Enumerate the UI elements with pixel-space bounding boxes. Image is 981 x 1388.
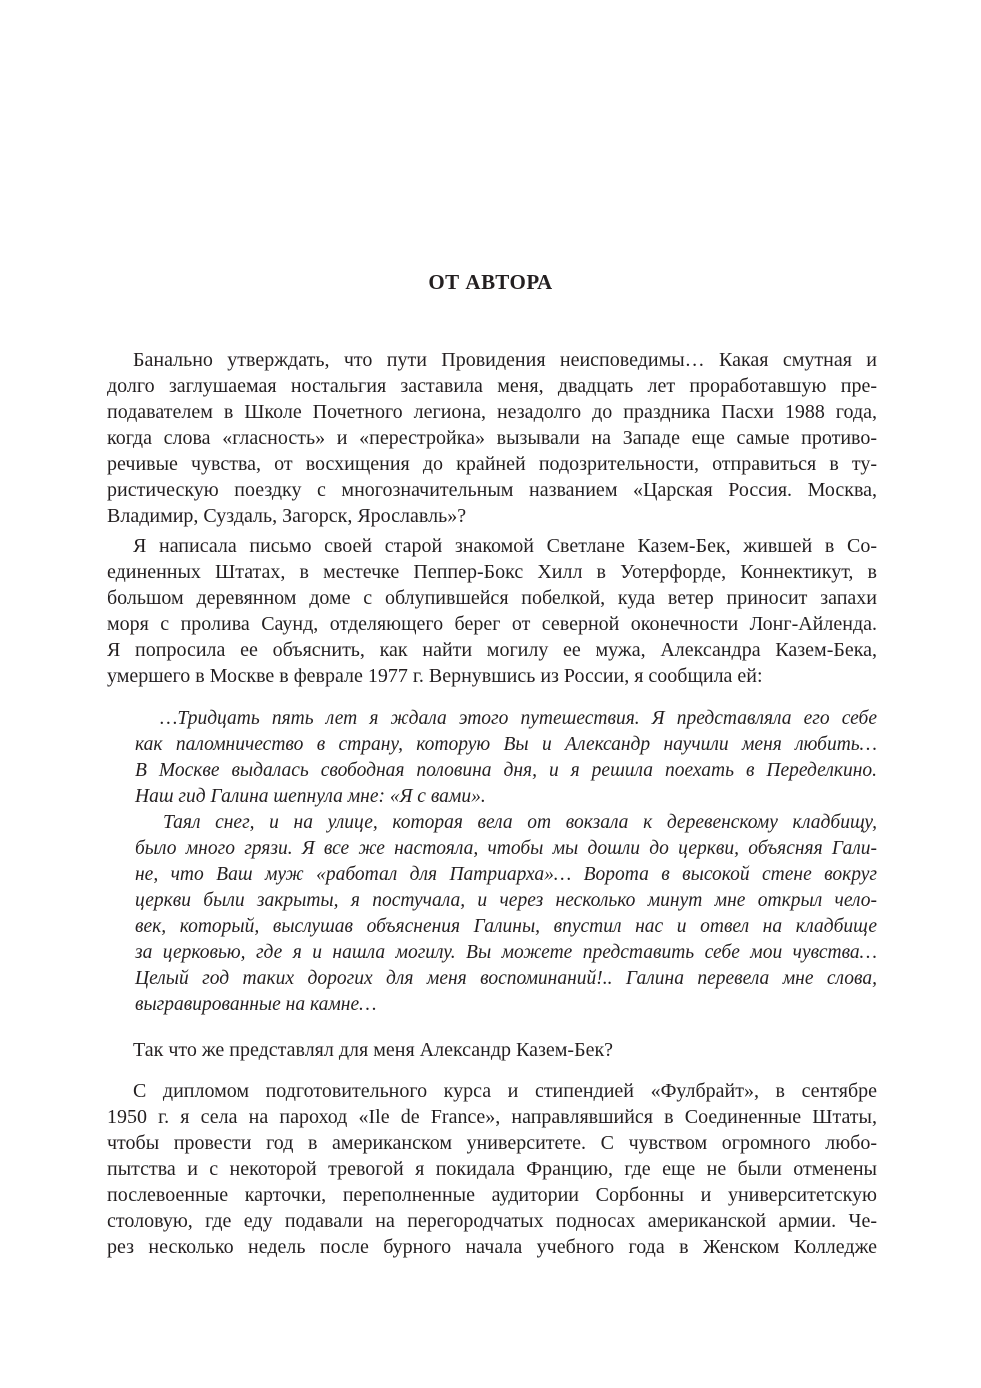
- paragraph-fulbright: [107, 1078, 877, 1260]
- text-line: Банально утверждать, что пути Провидения неисповедимы… Какая смутная и: [133, 349, 877, 371]
- text-line: Я попросила ее объяснить, как найти могилу ее мужа, Александра Казем-Бека,: [107, 639, 877, 661]
- text-line: чтобы провести год в американском университете. С чувством огромного любо-: [107, 1132, 877, 1154]
- text-line: 1950 г. я села на пароход «Ile de France», направлявшийся в Соединенные Штаты,: [107, 1106, 877, 1128]
- paragraph-intro: [107, 347, 877, 529]
- text-line: долго заглушаемая ностальгия заставила меня, двадцать лет проработавшую пре-: [107, 375, 877, 397]
- quote-line: как паломничество в страну, которую Вы и Александр научили меня любить…: [135, 734, 877, 755]
- text-line: С дипломом подготовительного курса и стипендией «Фулбрайт», в сентябре: [133, 1080, 877, 1102]
- paragraph-question: [107, 1037, 877, 1063]
- quote-paragraph-2: [135, 810, 877, 1018]
- text-line: большом деревянном доме с облупившейся побелкой, куда ветер приносит запахи: [107, 587, 877, 609]
- paragraph-letter: [107, 533, 877, 689]
- quote-line: …Тридцать пять лет я ждала этого путешествия. Я представляла его себе: [160, 708, 877, 729]
- quote-line: Таял снег, и на улице, которая вела от вокзала к деревенскому кладбищу,: [163, 812, 877, 833]
- text-line: столовую, где еду подавали на перегородчатых подносах американской армии. Че-: [107, 1210, 877, 1232]
- text-line: Владимир, Суздаль, Загорск, Ярославль»?: [107, 505, 467, 527]
- text-line: умершего в Москве в феврале 1977 г. Вернувшись из России, я сообщила ей:: [107, 665, 763, 687]
- text-line: послевоенные карточки, переполненные аудитории Сорбонны и университетскую: [107, 1184, 877, 1206]
- text-line: рез несколько недель после бурного начала учебного года в Женском Колледже: [107, 1236, 877, 1258]
- text-line: Так что же представлял для меня Александр Казем-Бек?: [133, 1039, 614, 1061]
- quote-line: не, что Ваш муж «работал для Патриарха»… Ворота в высокой стене вокруг: [135, 864, 877, 885]
- quote-line: церкви были закрыты, я постучала, и через несколько минут мне открыл чело-: [135, 890, 877, 911]
- quote-line: Наш гид Галина шепнула мне: «Я с вами».: [135, 786, 486, 807]
- text-line: Я написала письмо своей старой знакомой Светлане Казем-Бек, жившей в Со-: [133, 535, 877, 557]
- chapter-heading: ОТ АВТОРА: [428, 270, 553, 294]
- quote-line: за церковью, где я и нашла могилу. Вы можете представить себе мои чувства…: [135, 942, 877, 963]
- text-line: пытства и с некоторой тревогой я покидала Францию, где еще не были отменены: [107, 1158, 877, 1180]
- text-line: подавателем в Школе Почетного легиона, незадолго до праздника Пасхи 1988 года,: [107, 401, 877, 423]
- quote-paragraph-1: [135, 706, 877, 810]
- quote-line: В Москве выдалась свободная половина дня, и я решила поехать в Переделкино.: [135, 760, 877, 781]
- text-line: моря с пролива Саунд, отделяющего берег от северной оконечности Лонг-Айленда.: [107, 613, 877, 635]
- quote-line: выгравированные на камне…: [135, 994, 377, 1015]
- quote-line: век, который, выслушав объяснения Галины, впустил нас и отвел на кладбище: [135, 916, 877, 937]
- text-line: речивые чувства, от восхищения до крайней подозрительности, отправиться в ту-: [107, 453, 877, 475]
- quote-line: было много грязи. Я все же настояла, чтобы мы дошли до церкви, объясняя Гали-: [135, 838, 877, 859]
- quote-line: Целый год таких дорогих для меня воспоминаний!.. Галина перевела мне слова,: [135, 968, 877, 989]
- text-line: единенных Штатах, в местечке Пеппер-Бокс Хилл в Уотерфорде, Коннектикут, в: [107, 561, 877, 583]
- text-line: ристическую поездку с многозначительным названием «Царская Россия. Москва,: [107, 479, 877, 501]
- text-line: когда слова «гласность» и «перестройка» вызывали на Западе еще самые противо-: [107, 427, 877, 449]
